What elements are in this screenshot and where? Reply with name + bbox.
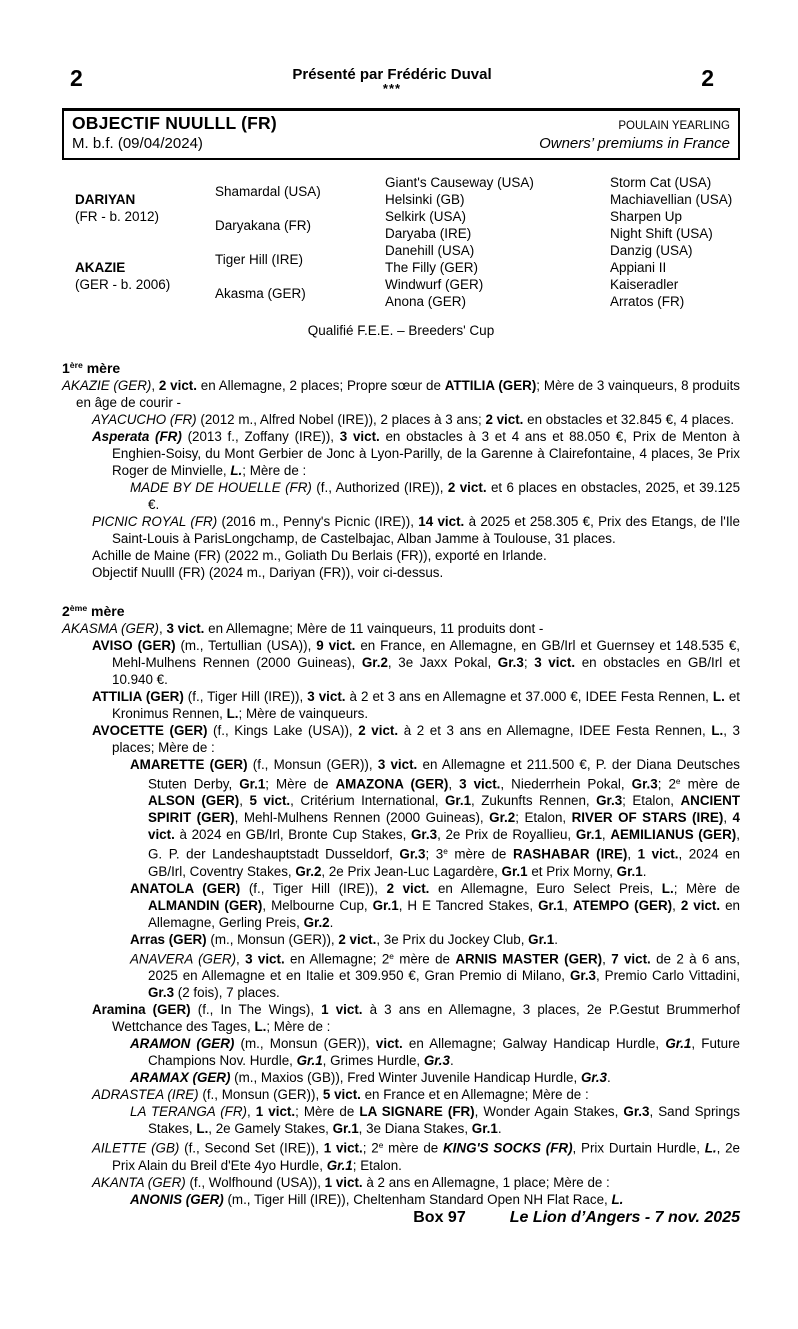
- lot-title-box: [62, 108, 740, 160]
- text-run: RASHABAR (IRE): [512, 846, 628, 862]
- text-run: ,: [236, 951, 246, 967]
- title-box-row-2: [72, 134, 730, 153]
- text-run: , 2e Prix Jean-Luc Lagardère,: [321, 863, 502, 879]
- text-run: (f., Second Set (IRE)),: [179, 1140, 324, 1156]
- text-run: mère de: [447, 846, 513, 862]
- text-run: Aramina (GER): [92, 1002, 191, 1018]
- text-run: Gr.3: [631, 776, 658, 792]
- text-run: , Wonder Again Stakes,: [474, 1104, 624, 1120]
- text-run: .: [497, 1121, 502, 1137]
- pedigree-paragraph: [62, 1069, 740, 1086]
- text-run: mère: [87, 602, 125, 619]
- text-run: vict.: [375, 1036, 403, 1052]
- pedigree-paragraph: [62, 1191, 740, 1208]
- text-run: AYACUCHO (FR): [92, 411, 197, 427]
- text-run: (m., Maxios (GB)), Fred Winter Juvenile Handicap Hurdle,: [230, 1070, 581, 1086]
- pedigree-paragraph: [62, 756, 740, 880]
- text-run: Gr.1: [239, 776, 266, 792]
- text-run: 7 vict.: [611, 951, 651, 967]
- text-run: en Allemagne, Euro Select Preis,: [429, 880, 662, 896]
- pedigree-cell: The Filly (GER): [385, 260, 479, 275]
- text-run: (f., Kings Lake (USA)),: [207, 722, 359, 738]
- text-run: (2013 f., Zoffany (IRE)),: [181, 428, 340, 444]
- text-run: 2 vict.: [358, 722, 399, 738]
- text-run: Gr.1: [528, 931, 555, 947]
- text-run: Gr.1: [444, 793, 472, 809]
- pedigree-paragraph: [62, 1001, 740, 1035]
- text-run: Gr.3: [623, 1104, 650, 1120]
- text-run: Objectif Nuulll (FR) (2024 m., Dariyan (FR)), voir ci-dessus.: [92, 564, 444, 580]
- text-run: ,: [672, 897, 681, 913]
- text-run: ALMANDIN (GER): [148, 897, 263, 913]
- text-run: ,: [158, 620, 167, 636]
- text-run: ,: [601, 827, 611, 843]
- horse-name: OBJECTIF NUULLL (FR): [72, 113, 277, 133]
- pedigree-cell: Daryaba (IRE): [385, 226, 472, 241]
- text-run: (m., Monsun (GER)),: [206, 931, 339, 947]
- text-run: 2: [62, 602, 70, 619]
- text-run: .: [329, 914, 334, 930]
- text-run: L.: [704, 1140, 717, 1156]
- pedigree-paragraph: [62, 428, 740, 479]
- text-run: ARAMAX (GER): [130, 1070, 231, 1086]
- pedigree-generation-4: [610, 174, 740, 310]
- text-run: ,: [602, 951, 612, 967]
- text-run: Gr.2: [361, 654, 388, 670]
- pedigree-detail: (GER - b. 2006): [75, 277, 171, 292]
- text-run: 9 vict.: [316, 637, 356, 653]
- presenter-title: Présenté par Frédéric Duval: [292, 66, 492, 83]
- text-run: Gr.1: [332, 1121, 359, 1137]
- pedigree-generation-3: [385, 174, 610, 310]
- text-run: en Allemagne et 211.500 €, P. der Diana Deutsches Stuten Derby,: [148, 756, 740, 792]
- text-run: Gr.2: [303, 914, 330, 930]
- text-run: à 2 et 3 ans en Allemagne, IDEE Festa Rennen,: [398, 722, 712, 738]
- pedigree-cell: Daryakana (FR): [215, 217, 312, 233]
- text-run: Gr.3: [399, 846, 426, 862]
- pedigree-paragraph: [62, 620, 740, 637]
- text-run: .: [449, 1053, 454, 1069]
- text-run: Gr.1: [538, 897, 565, 913]
- pedigree-cell: Storm Cat (USA): [610, 175, 712, 190]
- text-run: ALSON (GER): [148, 793, 240, 809]
- horse-description: M. b.f. (09/04/2024): [72, 135, 203, 152]
- text-run: , Niederrhein Pokal,: [500, 776, 632, 792]
- pedigree-paragraph: [62, 948, 740, 1002]
- text-run: , Critérium International,: [290, 793, 445, 809]
- pedigree-paragraph: [62, 564, 740, 581]
- text-run: Gr.3: [423, 1053, 450, 1069]
- text-run: ; Mère de: [673, 880, 740, 896]
- text-run: Achille de Maine (FR) (2022 m., Goliath Du Berlais (FR)), exporté en Irlande.: [92, 547, 547, 563]
- pedigree-paragraph: [62, 1174, 740, 1191]
- pedigree-cell: Kaiseradler: [610, 277, 679, 292]
- text-run: ; Mère de vainqueurs.: [238, 705, 369, 721]
- text-run: 3 vict.: [377, 756, 418, 772]
- presenter-block: [134, 66, 650, 96]
- text-run: 3 vict.: [339, 428, 380, 444]
- text-run: AKAZIE (GER): [62, 377, 152, 393]
- text-run: L.: [226, 705, 239, 721]
- text-run: 14 vict.: [418, 513, 465, 529]
- page-footer: [62, 1208, 740, 1227]
- text-run: 3 vict.: [534, 654, 576, 670]
- category-label: POULAIN YEARLING: [618, 120, 730, 132]
- pedigree-generation-1: [75, 174, 215, 310]
- text-run: ; Mère de 3 vainqueurs, 8 produits en âge de courir -: [76, 377, 740, 410]
- text-run: ,: [627, 846, 638, 862]
- text-run: ; Mère de :: [266, 1019, 331, 1035]
- text-run: (m., Tertullian (USA)),: [175, 637, 317, 653]
- pedigree-cell: Appiani II: [610, 260, 667, 275]
- text-run: (m., Tiger Hill (IRE)), Cheltenham Standard Open NH Flat Race,: [223, 1191, 612, 1207]
- text-run: (f., In The Wings),: [190, 1002, 322, 1018]
- text-run: ; Etalon,: [515, 810, 572, 826]
- text-run: en France et en Allemagne; Mère de :: [360, 1087, 589, 1103]
- text-run: mère de: [393, 951, 456, 967]
- text-run: 1 vict.: [324, 1174, 363, 1190]
- text-run: Asperata (FR): [92, 428, 182, 444]
- pedigree-paragraph: [62, 547, 740, 564]
- box-number: Box 97: [413, 1208, 466, 1226]
- pedigree-cell: Shamardal (USA): [215, 183, 321, 199]
- text-run: , Prix Durtain Hurdle,: [572, 1140, 705, 1156]
- text-run: mère: [82, 359, 121, 376]
- text-run: Gr.3: [580, 1070, 607, 1086]
- text-run: Gr.1: [471, 1121, 498, 1137]
- pedigree-paragraph: [62, 1103, 740, 1137]
- text-run: ANATOLA (GER): [130, 880, 241, 896]
- text-run: 5 vict.: [249, 793, 291, 809]
- text-run: L.: [711, 722, 724, 738]
- text-run: ,: [448, 776, 460, 792]
- text-run: 2 vict.: [338, 931, 377, 947]
- text-run: ARNIS MASTER (GER): [455, 951, 603, 967]
- text-run: .: [554, 931, 558, 947]
- pedigree-paragraph: [62, 722, 740, 756]
- text-run: L.: [230, 462, 243, 478]
- text-run: L.: [254, 1019, 267, 1035]
- text-run: ANONIS (GER): [130, 1191, 224, 1207]
- pedigree-paragraph: [62, 513, 740, 547]
- text-run: ; Etalon.: [352, 1157, 402, 1173]
- pedigree-cell: Tiger Hill (IRE): [215, 251, 304, 267]
- text-run: ANCIENT SPIRIT (GER): [148, 793, 740, 826]
- page-header: [62, 65, 740, 96]
- text-run: 5 vict.: [322, 1087, 361, 1103]
- text-run: , 2e Prix Alain du Breil d'Ete 4yo Hurdle,: [112, 1140, 740, 1173]
- pedigree-paragraph: [62, 637, 740, 688]
- text-run: 3 vict.: [459, 776, 501, 792]
- text-run: 3 vict.: [307, 688, 346, 704]
- text-run: en Allemagne; 2: [284, 951, 390, 967]
- text-run: et Prix Morny,: [527, 863, 617, 879]
- text-run: AVISO (GER): [92, 637, 176, 653]
- second-dam-section: [62, 600, 740, 1208]
- text-run: , Grimes Hurdle,: [322, 1053, 424, 1069]
- text-run: 2 vict.: [386, 880, 430, 896]
- text-run: Gr.1: [616, 863, 643, 879]
- text-run: MADE BY DE HOUELLE (FR): [130, 479, 312, 495]
- pedigree-paragraph: [62, 931, 740, 948]
- text-run: de 2 à 6 ans, 2025 en Allemagne et en Italie et 309.950 €, Gran Premio di Milano,: [148, 951, 740, 984]
- text-run: (m., Monsun (GER)),: [234, 1036, 376, 1052]
- text-run: AKANTA (GER): [92, 1174, 186, 1190]
- text-run: e: [389, 950, 394, 961]
- text-run: LA TERANGA (FR): [130, 1104, 247, 1120]
- text-run: .: [607, 1070, 611, 1086]
- second-dam-heading: [62, 600, 740, 620]
- text-run: ; Mère de :: [242, 462, 307, 478]
- text-run: et 6 places en obstacles, 2025, et 39.125 €.: [148, 479, 741, 512]
- text-run: L.: [661, 880, 674, 896]
- sale-location-date: Le Lion d’Angers - 7 nov. 2025: [509, 1208, 740, 1226]
- text-run: AVOCETTE (GER): [92, 722, 208, 738]
- text-run: ,: [151, 377, 159, 393]
- text-run: en obstacles en GB/Irl et 10.940 €.: [112, 654, 740, 687]
- text-run: ;: [523, 654, 535, 670]
- text-run: Gr.3: [411, 827, 438, 843]
- text-run: à 2024 en GB/Irl, Bronte Cup Stakes,: [174, 827, 411, 843]
- text-run: Gr.1: [372, 897, 399, 913]
- first-dam-section: [62, 357, 740, 581]
- text-run: RIVER OF STARS (IRE): [571, 810, 724, 826]
- pedigree-cell: Helsinki (GB): [385, 192, 465, 207]
- first-dam-paragraphs: [62, 377, 740, 581]
- text-run: ATTILIA (GER): [444, 377, 537, 393]
- text-run: Arras (GER): [130, 931, 207, 947]
- text-run: 1 vict.: [323, 1140, 363, 1156]
- pedigree-cell: Night Shift (USA): [610, 226, 713, 241]
- text-run: e: [675, 775, 681, 786]
- text-run: (2012 m., Alfred Nobel (IRE)), 2 places à 3 ans;: [196, 411, 486, 427]
- text-run: , 3e Prix du Jockey Club,: [376, 931, 529, 947]
- text-run: Gr.3: [497, 654, 524, 670]
- text-run: et Kronimus Rennen,: [112, 688, 741, 721]
- pedigree-paragraph: [62, 479, 740, 513]
- text-run: , Premio Carlo Vittadini,: [596, 968, 740, 984]
- text-run: ; 2: [362, 1140, 379, 1156]
- text-run: ; 2: [657, 776, 676, 792]
- page-number-right: 2: [701, 65, 714, 91]
- text-run: 3 vict.: [166, 620, 205, 636]
- text-run: , H E Tancred Stakes,: [398, 897, 539, 913]
- text-run: Gr.3: [569, 968, 596, 984]
- pedigree-cell: Giant's Causeway (USA): [385, 175, 534, 190]
- text-run: L.: [611, 1191, 624, 1207]
- text-run: 2 vict.: [447, 479, 487, 495]
- text-run: à 2025 et 258.305 €, Prix des Etangs, de l'Ile Saint-Louis à ParisLongchamp, de Castelbajac, Alban Jamme à Toulouse, 31 places.: [112, 513, 740, 546]
- text-run: en Allemagne; Galway Handicap Hurdle,: [402, 1036, 666, 1052]
- text-run: ; Mère de: [265, 776, 336, 792]
- text-run: en Allemagne, Gerling Preis,: [148, 897, 740, 930]
- pedigree-cell: Akasma (GER): [215, 285, 306, 301]
- pedigree-cell: Danehill (USA): [385, 243, 475, 258]
- text-run: (f., Monsun (GER)),: [247, 756, 378, 772]
- pedigree-sire-dam-block: [75, 174, 215, 242]
- text-run: à 2 et 3 ans en Allemagne et 37.000 €, IDEE Festa Rennen,: [345, 688, 713, 704]
- pedigree-paragraph: [62, 1086, 740, 1103]
- second-dam-paragraphs: [62, 620, 740, 1208]
- text-run: (2 fois), 7 places.: [174, 985, 280, 1001]
- text-run: 3 vict.: [245, 951, 285, 967]
- text-run: (f., Authorized (IRE)),: [311, 479, 448, 495]
- text-run: ATEMPO (GER): [572, 897, 673, 913]
- text-run: 4 vict.: [148, 810, 740, 843]
- text-run: 1: [62, 359, 70, 376]
- text-run: Gr.1: [575, 827, 602, 843]
- text-run: KING'S SOCKS (FR): [443, 1140, 573, 1156]
- text-run: en Allemagne; Mère de 11 vainqueurs, 11 produits dont -: [204, 620, 544, 636]
- text-run: AMAZONA (GER): [335, 776, 449, 792]
- text-run: ,: [247, 1104, 256, 1120]
- text-run: à 2 ans en Allemagne, 1 place; Mère de :: [362, 1174, 610, 1190]
- text-run: ,: [564, 897, 573, 913]
- text-run: (f., Monsun (GER)),: [198, 1087, 323, 1103]
- pedigree-cell: Arratos (FR): [610, 294, 685, 309]
- text-run: e: [443, 846, 448, 857]
- text-run: mère de: [383, 1140, 444, 1156]
- text-run: ADRASTEA (IRE): [92, 1087, 199, 1103]
- text-run: Gr.3: [596, 793, 623, 809]
- text-run: ème: [69, 602, 88, 613]
- pedigree-sire-dam-block: [75, 242, 215, 310]
- text-run: 1 vict.: [255, 1104, 296, 1120]
- pedigree-paragraph: [62, 880, 740, 931]
- stars-separator: ***: [382, 81, 402, 96]
- pedigree-table: [62, 174, 740, 310]
- text-run: ATTILIA (GER): [92, 688, 184, 704]
- text-run: 1 vict.: [637, 846, 679, 862]
- text-run: , G. P. der Landeshauptstadt Dusseldorf,: [148, 827, 740, 862]
- text-run: ; 3: [425, 846, 444, 862]
- text-run: Gr.1: [665, 1036, 692, 1052]
- text-run: PICNIC ROYAL (FR): [92, 513, 218, 529]
- text-run: , Future Champions Nov. Hurdle,: [148, 1036, 740, 1069]
- text-run: , 3 places; Mère de :: [112, 722, 741, 755]
- text-run: , Zukunfts Rennen,: [471, 793, 597, 809]
- text-run: , 3e Diana Stakes,: [358, 1121, 472, 1137]
- text-run: ; Mère de: [295, 1104, 360, 1120]
- text-run: à 3 ans en Allemagne, 3 places, 2e P.Gestut Brummerhof Wettchance des Tages,: [112, 1002, 740, 1035]
- text-run: Gr.1: [326, 1157, 353, 1173]
- pedigree-cell: Sharpen Up: [610, 209, 683, 224]
- qualification-line: Qualifié F.E.E. – Breeders' Cup: [307, 323, 495, 338]
- text-run: (f., Tiger Hill (IRE)),: [240, 880, 387, 896]
- pedigree-detail: (FR - b. 2012): [75, 209, 160, 224]
- text-run: 2 vict.: [158, 377, 197, 393]
- text-run: en France, en Allemagne, en GB/Irl et Guernsey et 148.535 €, Mehl-Mulhens Rennen (2000 Guineas),: [112, 637, 740, 670]
- text-run: , 2024 en GB/Irl, Coventry Stakes,: [148, 846, 740, 879]
- text-run: , 2e Prix de Royallieu,: [437, 827, 576, 843]
- text-run: (2016 m., Penny's Picnic (IRE)),: [217, 513, 419, 529]
- text-run: ARAMON (GER): [130, 1036, 235, 1052]
- text-run: 1 vict.: [321, 1002, 363, 1018]
- pedigree-cell: Machiavellian (USA): [610, 192, 733, 207]
- text-run: AILETTE (GB): [92, 1140, 180, 1156]
- text-run: LA SIGNARE (FR): [359, 1104, 475, 1120]
- text-run: AKASMA (GER): [62, 620, 159, 636]
- text-run: mère de: [680, 776, 740, 792]
- text-run: , 3e Jaxx Pokal,: [387, 654, 498, 670]
- text-run: ,: [723, 810, 733, 826]
- first-dam-heading: [62, 357, 740, 377]
- text-run: 2 vict.: [485, 411, 524, 427]
- text-run: en Allemagne, 2 places; Propre sœur de: [196, 377, 445, 393]
- page-number-left: 2: [70, 65, 83, 91]
- pedigree-name: DARIYAN: [75, 192, 136, 207]
- text-run: L.: [196, 1121, 209, 1137]
- text-run: , Melbourne Cup,: [262, 897, 373, 913]
- pedigree-paragraph: [62, 688, 740, 722]
- premiums-note: Owners’ premiums in France: [539, 135, 730, 152]
- pedigree-cell: Anona (GER): [385, 294, 467, 309]
- text-run: en obstacles et 32.845 €, 4 places.: [523, 411, 735, 427]
- pedigree-generation-2: [215, 174, 385, 310]
- text-run: ANAVERA (GER): [130, 951, 237, 967]
- text-run: Gr.1: [296, 1053, 323, 1069]
- title-box-row-1: [72, 113, 730, 134]
- text-run: ,: [239, 793, 250, 809]
- pedigree-cell: Selkirk (USA): [385, 209, 467, 224]
- text-run: AMARETTE (GER): [130, 756, 248, 772]
- text-run: (f., Tiger Hill (IRE)),: [183, 688, 308, 704]
- text-run: .: [642, 863, 647, 879]
- text-run: ; Etalon,: [622, 793, 681, 809]
- text-run: Gr.3: [148, 985, 175, 1001]
- pedigree-paragraph: [62, 1137, 740, 1174]
- text-run: Gr.2: [295, 863, 322, 879]
- pedigree-paragraph: [62, 1035, 740, 1069]
- text-run: en obstacles à 3 et 4 ans et 88.050 €, Prix de Menton à Enghien-Soisy, du Mont Gerbier de Jonc à Lyon-Parilly, de la Garenne à Clairefontaine, 4 places, 3e Prix Roger de Minvielle,: [112, 428, 740, 478]
- text-run: Gr.1: [501, 863, 528, 879]
- pedigree-cell: Windwurf (GER): [385, 277, 484, 292]
- text-run: AEMILIANUS (GER): [610, 827, 737, 843]
- pedigree-paragraph: [62, 411, 740, 428]
- text-run: (f., Wolfhound (USA)),: [185, 1174, 325, 1190]
- text-run: e: [378, 1140, 384, 1151]
- text-run: Gr.2: [489, 810, 516, 826]
- text-run: , Mehl-Mulhens Rennen (2000 Guineas),: [234, 810, 490, 826]
- pedigree-cell: Danzig (USA): [610, 243, 693, 258]
- text-run: , 2e Gamely Stakes,: [208, 1121, 333, 1137]
- text-run: , Sand Springs Stakes,: [148, 1104, 740, 1137]
- pedigree-name: AKAZIE: [75, 260, 126, 275]
- text-run: 2 vict.: [680, 897, 721, 913]
- text-run: L.: [712, 688, 725, 704]
- text-run: ère: [69, 360, 83, 370]
- pedigree-paragraph: [62, 377, 740, 411]
